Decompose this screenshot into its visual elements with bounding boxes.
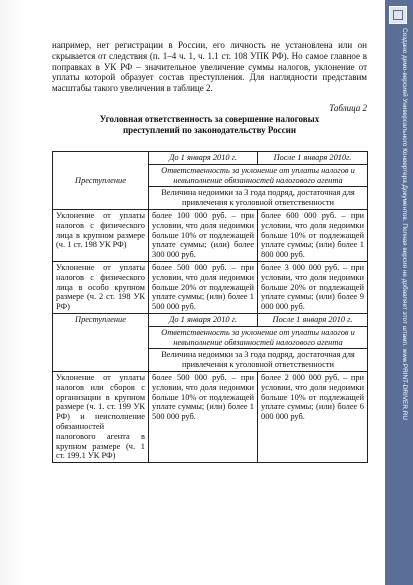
after-cell: более 600 000 руб. – при условии, что доля недоимки больше 10% от подлежащей уплате суммы; (или) более 1 800 000 руб.: [258, 209, 368, 261]
table-row: [53, 371, 368, 462]
caption-line-2: преступлений по законодательству России: [122, 125, 297, 135]
converter-stamp-text: Создано демо-версией Универсального Конвертера Документов. Полная версия не добавляет этот штамп. www.PRINT-DRIVER.RU: [401, 28, 408, 420]
crime-cell: Уклонение от уплаты налогов с физического лица в особо крупном размере (ч. 2 ст. 198 УК РФ): [53, 261, 149, 313]
crime-header: Преступление: [53, 152, 149, 210]
header-row-dates-2: [53, 313, 368, 326]
table-row: [53, 209, 368, 261]
caption-line-1: Уголовная ответственность за совершение налоговых: [99, 114, 320, 124]
before-cell: более 500 000 руб. – при условии, что доля недоимки больше 20% от подлежащей уплате суммы; (или) более 1 500 000 руб.: [149, 261, 258, 313]
after-cell: более 2 000 000 руб. – при условии, что доля недоимки больше 10% от подлежащей уплате суммы; (или) более 6 000 000 руб.: [258, 371, 368, 462]
col-after-header-2: После 1 января 2010 г.: [258, 313, 368, 326]
before-cell: более 500 000 руб. – при условии, что доля недоимки больше 10% от подлежащей уплате суммы; (или) более 1 500 000 руб.: [149, 371, 258, 462]
converter-stamp-sidebar: [385, 0, 413, 585]
liability-table: [52, 151, 368, 463]
evasion-header: Ответственность за уклонение от уплаты налогов и невыполнение обязанностей налогового агента: [149, 164, 368, 187]
crime-header-2: Преступление: [53, 313, 149, 371]
arrears-header: Величина недоимки за 3 года подряд, достаточная для привлечения к уголовной ответственности: [149, 187, 368, 210]
converter-logo-icon: [389, 6, 407, 24]
arrears-header-2: Величина недоимки за 3 года подряд, достаточная для привлечения к уголовной ответственности: [149, 349, 368, 372]
table-label: Таблица 2: [329, 103, 367, 113]
col-before-header-2: До 1 января 2010 г.: [149, 313, 258, 326]
evasion-header-2: Ответственность за уклонение от уплаты налогов и невыполнение обязанностей налогового агента: [149, 326, 368, 349]
crime-cell: Уклонение от уплаты налогов с физического лица в крупном размере (ч. 1 ст. 198 УК РФ): [53, 209, 149, 261]
crime-cell: Уклонение от уплаты налогов или сборов с организации в крупном размере (ч. 1. ст. 199 УК РФ) и неисполнение обязанностей налогового агента в крупном размере (ч. 1 ст. 199.1 УК РФ): [53, 371, 149, 462]
body-paragraph: например, нет регистрации в России, его личность не установлена или он скрывается от следствия (п. 1–4 ч. 1, ч. 1.1 ст. 108 УПК РФ). Но самое главное в поправках в УК РФ – значительное увеличение суммы налогов, уклонение от уплаты которой образует состав преступления. Для наглядности представим масштабы такого увеличения в таблице 2.: [52, 40, 367, 94]
table-row: [53, 261, 368, 313]
col-after-header: После 1 января 2010г.: [258, 152, 368, 165]
header-row-dates: [53, 152, 368, 165]
before-cell: более 100 000 руб. – при условии, что доля недоимки больше 10% от подлежащей уплате суммы; (или) более 300 000 руб.: [149, 209, 258, 261]
table-caption: [52, 114, 367, 136]
after-cell: более 3 000 000 руб. – при условии, что доля недоимки больше 20% от подлежащей уплате суммы; (или) более 9 000 000 руб.: [258, 261, 368, 313]
col-before-header: До 1 января 2010 г.: [149, 152, 258, 165]
